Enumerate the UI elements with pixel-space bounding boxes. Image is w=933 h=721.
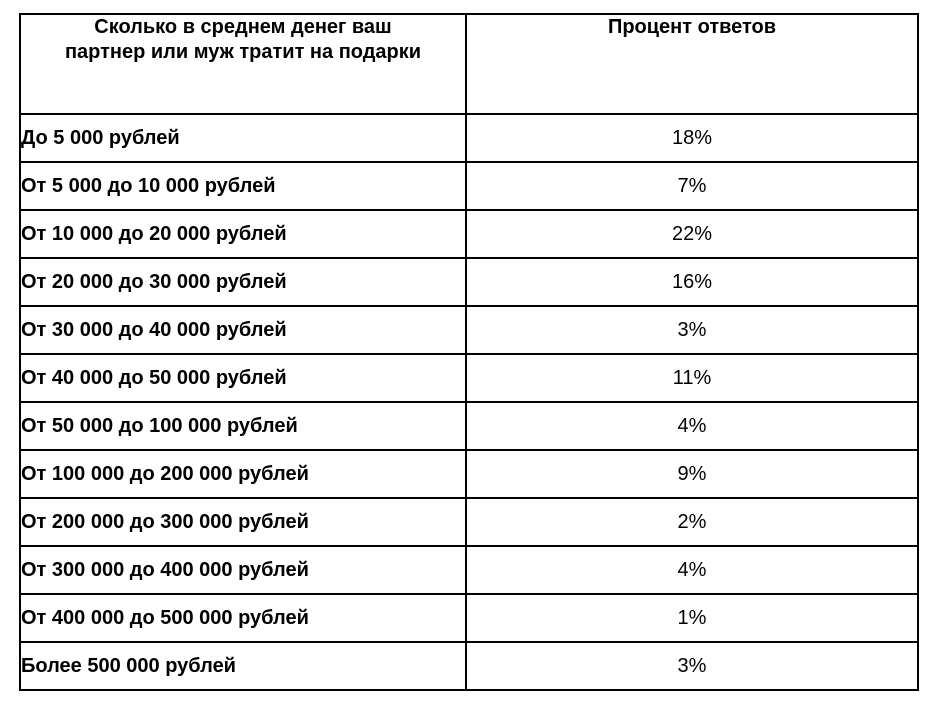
range-cell: От 100 000 до 200 000 рублей <box>20 450 466 498</box>
table-row <box>20 162 918 210</box>
percent-cell: 9% <box>466 450 918 498</box>
percent-cell: 1% <box>466 594 918 642</box>
range-cell: От 10 000 до 20 000 рублей <box>20 210 466 258</box>
percent-cell: 22% <box>466 210 918 258</box>
table-body <box>20 114 918 690</box>
range-cell: От 20 000 до 30 000 рублей <box>20 258 466 306</box>
range-cell: От 400 000 до 500 000 рублей <box>20 594 466 642</box>
percent-cell: 7% <box>466 162 918 210</box>
percent-cell: 4% <box>466 402 918 450</box>
range-cell: От 300 000 до 400 000 рублей <box>20 546 466 594</box>
table-row <box>20 642 918 690</box>
table-row <box>20 258 918 306</box>
header-row <box>20 14 918 114</box>
range-cell: Более 500 000 рублей <box>20 642 466 690</box>
percent-cell: 3% <box>466 306 918 354</box>
table-row <box>20 114 918 162</box>
table-row <box>20 546 918 594</box>
header-percent: Процент ответов <box>466 14 918 114</box>
range-cell: От 40 000 до 50 000 рублей <box>20 354 466 402</box>
table-row <box>20 306 918 354</box>
table-row <box>20 210 918 258</box>
percent-cell: 4% <box>466 546 918 594</box>
range-cell: От 30 000 до 40 000 рублей <box>20 306 466 354</box>
table-header <box>20 14 918 114</box>
table-row <box>20 354 918 402</box>
range-cell: От 50 000 до 100 000 рублей <box>20 402 466 450</box>
survey-table <box>19 13 919 691</box>
percent-cell: 3% <box>466 642 918 690</box>
table-row <box>20 594 918 642</box>
header-range-label: Сколько в среднем денег ваш партнер или муж тратит на подарки <box>64 16 422 63</box>
percent-cell: 18% <box>466 114 918 162</box>
table-row <box>20 402 918 450</box>
range-cell: От 200 000 до 300 000 рублей <box>20 498 466 546</box>
table-row <box>20 450 918 498</box>
header-range <box>20 14 466 114</box>
range-cell: До 5 000 рублей <box>20 114 466 162</box>
percent-cell: 11% <box>466 354 918 402</box>
table-row <box>20 498 918 546</box>
percent-cell: 16% <box>466 258 918 306</box>
range-cell: От 5 000 до 10 000 рублей <box>20 162 466 210</box>
percent-cell: 2% <box>466 498 918 546</box>
